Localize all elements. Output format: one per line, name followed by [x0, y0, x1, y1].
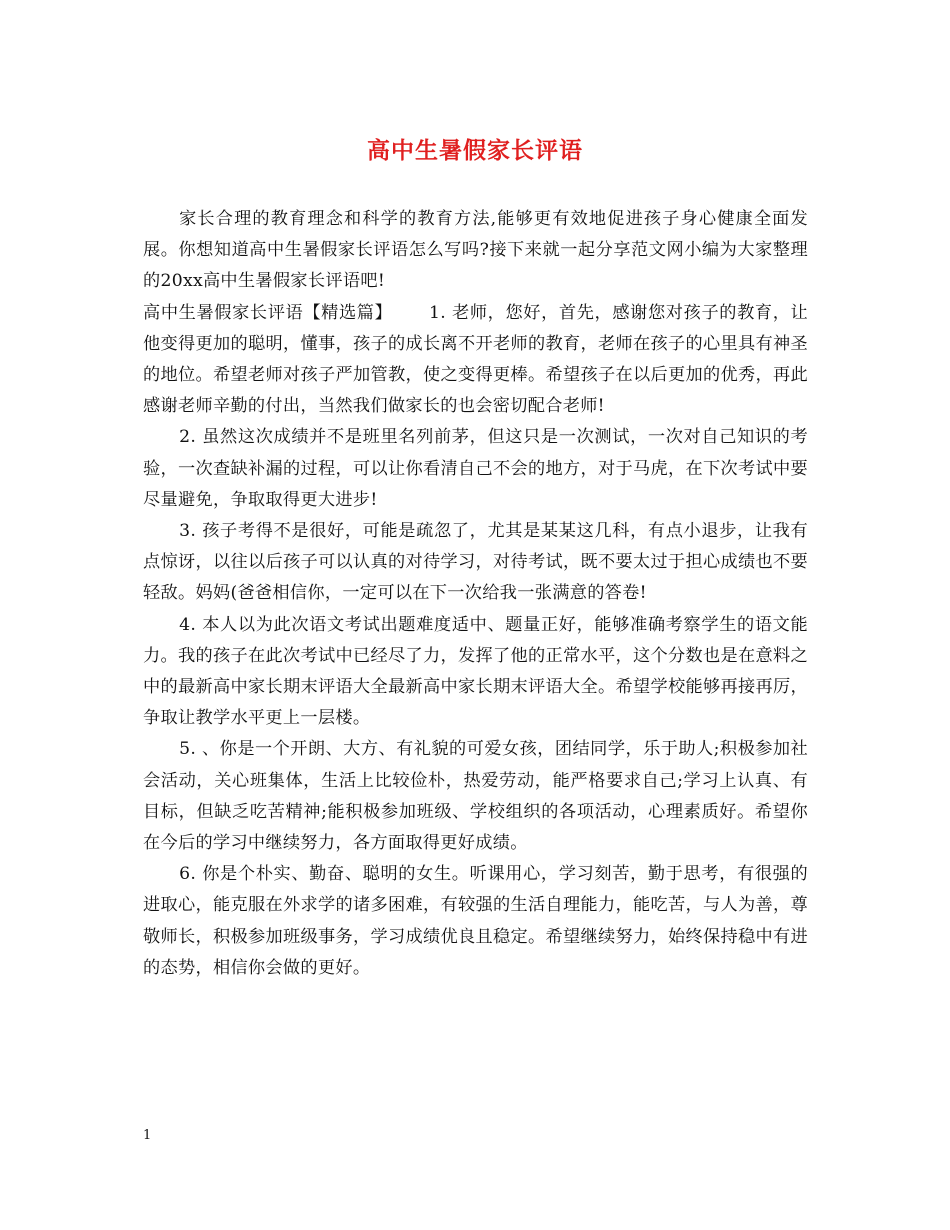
- item-3-paragraph: 3. 孩子考得不是很好，可能是疏忽了，尤其是某某这几科，有点小退步，让我有点惊讶，以往以后孩子可以认真的对待学习，对待考试，既不要太过于担心成绩也不要轻敌。妈妈(爸爸相信你，一定可以在下一次给我一张满意的答卷!: [143, 521, 808, 604]
- page-number: 1: [143, 1128, 152, 1143]
- document-title: 高中生暑假家长评语: [367, 137, 583, 164]
- document-body: [143, 204, 808, 984]
- section-heading: 高中生暑假家长评语【精选篇】: [143, 302, 393, 323]
- item-6-paragraph: 6. 你是个朴实、勤奋、聪明的女生。听课用心，学习刻苦，勤于思考，有很强的进取心，能克服在外求学的诸多困难，有较强的生活自理能力，能吃苦，与人为善，尊敬师长，积极参加班级事务，学习成绩优良且稳定。希望继续努力，始终保持稳中有进的态势，相信你会做的更好。: [143, 864, 808, 978]
- item-4-paragraph: 4. 本人以为此次语文考试出题难度适中、题量正好，能够准确考察学生的语文能力。我的孩子在此次考试中已经尽了力，发挥了他的正常水平，这个分数也是在意料之中的最新高中家长期末评语大全最新高中家长期末评语大全。希望学校能够再接再厉，争取让教学水平更上一层楼。: [143, 614, 808, 729]
- item-2-paragraph: 2. 虽然这次成绩并不是班里名列前茅，但这只是一次测试，一次对自己知识的考验，一次查缺补漏的过程，可以让你看清自己不会的地方，对于马虎，在下次考试中要尽量避免，争取取得更大进步!: [143, 427, 808, 510]
- section-paragraph: [143, 298, 808, 423]
- item-1-text: 1. 老师，您好，首先，感谢您对孩子的教育，让他变得更加的聪明，懂事，孩子的成长离不开老师的教育，老师在孩子的心里具有神圣的地位。希望老师对孩子严加管教，使之变得更棒。希望孩子在以后更加的优秀，再此感谢老师辛勤的付出，当然我们做家长的也会密切配合老师!: [143, 302, 808, 417]
- item-5-paragraph: 5. 、你是一个开朗、大方、有礼貌的可爱女孩，团结同学，乐于助人;积极参加社会活动，关心班集体，生活上比较俭朴，热爱劳动，能严格要求自己;学习上认真、有目标，但缺乏吃苦精神;能积极参加班级、学校组织的各项活动，心理素质好。希望你在今后的学习中继续努力，各方面取得更好成绩。: [143, 739, 808, 854]
- intro-paragraph: 家长合理的教育理念和科学的教育方法,能够更有效地促进孩子身心健康全面发展。你想知道高中生暑假家长评语怎么写吗?接下来就一起分享范文网小编为大家整理的20xx高中生暑假家长评语吧!: [143, 209, 808, 292]
